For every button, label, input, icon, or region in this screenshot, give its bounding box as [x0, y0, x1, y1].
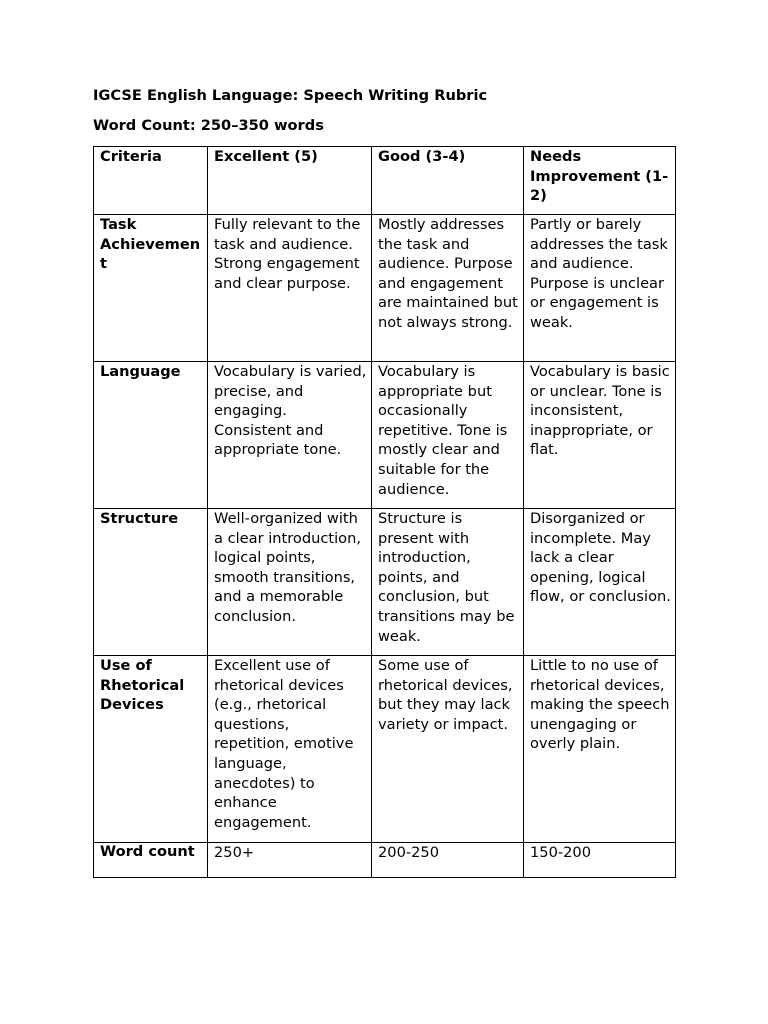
document-title: IGCSE English Language: Speech Writing Rubric — [93, 87, 488, 104]
good-cell: Mostly addresses the task and audience. Purpose and engagement are maintained but not always strong. — [372, 215, 524, 362]
criteria-cell: Language — [94, 362, 208, 509]
table-row — [94, 656, 676, 843]
criteria-cell: Structure — [94, 509, 208, 656]
table-row — [94, 362, 676, 509]
table-row — [94, 843, 676, 878]
rubric-table — [93, 146, 676, 878]
header-excellent: Excellent (5) — [208, 147, 372, 215]
header-needs-improvement: Needs Improvement (1-2) — [524, 147, 676, 215]
criteria-cell: Word count — [94, 843, 208, 878]
table-header-row — [94, 147, 676, 215]
good-cell: Some use of rhetorical devices, but they may lack variety or impact. — [372, 656, 524, 843]
excellent-cell: Vocabulary is varied, precise, and engaging. Consistent and appropriate tone. — [208, 362, 372, 509]
excellent-cell: Well-organized with a clear introduction, logical points, smooth transitions, and a memorable conclusion. — [208, 509, 372, 656]
criteria-cell: Task Achievement — [94, 215, 208, 362]
header-good: Good (3-4) — [372, 147, 524, 215]
needs-improvement-cell: 150-200 — [524, 843, 676, 878]
good-cell: 200-250 — [372, 843, 524, 878]
needs-improvement-cell: Vocabulary is basic or unclear. Tone is inconsistent, inappropriate, or flat. — [524, 362, 676, 509]
criteria-cell: Use of Rhetorical Devices — [94, 656, 208, 843]
good-cell: Vocabulary is appropriate but occasionally repetitive. Tone is mostly clear and suitable for the audience. — [372, 362, 524, 509]
excellent-cell: Excellent use of rhetorical devices (e.g., rhetorical questions, repetition, emotive language, anecdotes) to enhance engagement. — [208, 656, 372, 843]
word-count-requirement: Word Count: 250–350 words — [93, 117, 324, 134]
needs-improvement-cell: Partly or barely addresses the task and audience. Purpose is unclear or engagement is weak. — [524, 215, 676, 362]
excellent-cell: 250+ — [208, 843, 372, 878]
good-cell: Structure is present with introduction, points, and conclusion, but transitions may be weak. — [372, 509, 524, 656]
needs-improvement-cell: Disorganized or incomplete. May lack a clear opening, logical flow, or conclusion. — [524, 509, 676, 656]
excellent-cell: Fully relevant to the task and audience. Strong engagement and clear purpose. — [208, 215, 372, 362]
table-row — [94, 215, 676, 362]
table-row — [94, 509, 676, 656]
header-criteria: Criteria — [94, 147, 208, 215]
needs-improvement-cell: Little to no use of rhetorical devices, making the speech unengaging or overly plain. — [524, 656, 676, 843]
